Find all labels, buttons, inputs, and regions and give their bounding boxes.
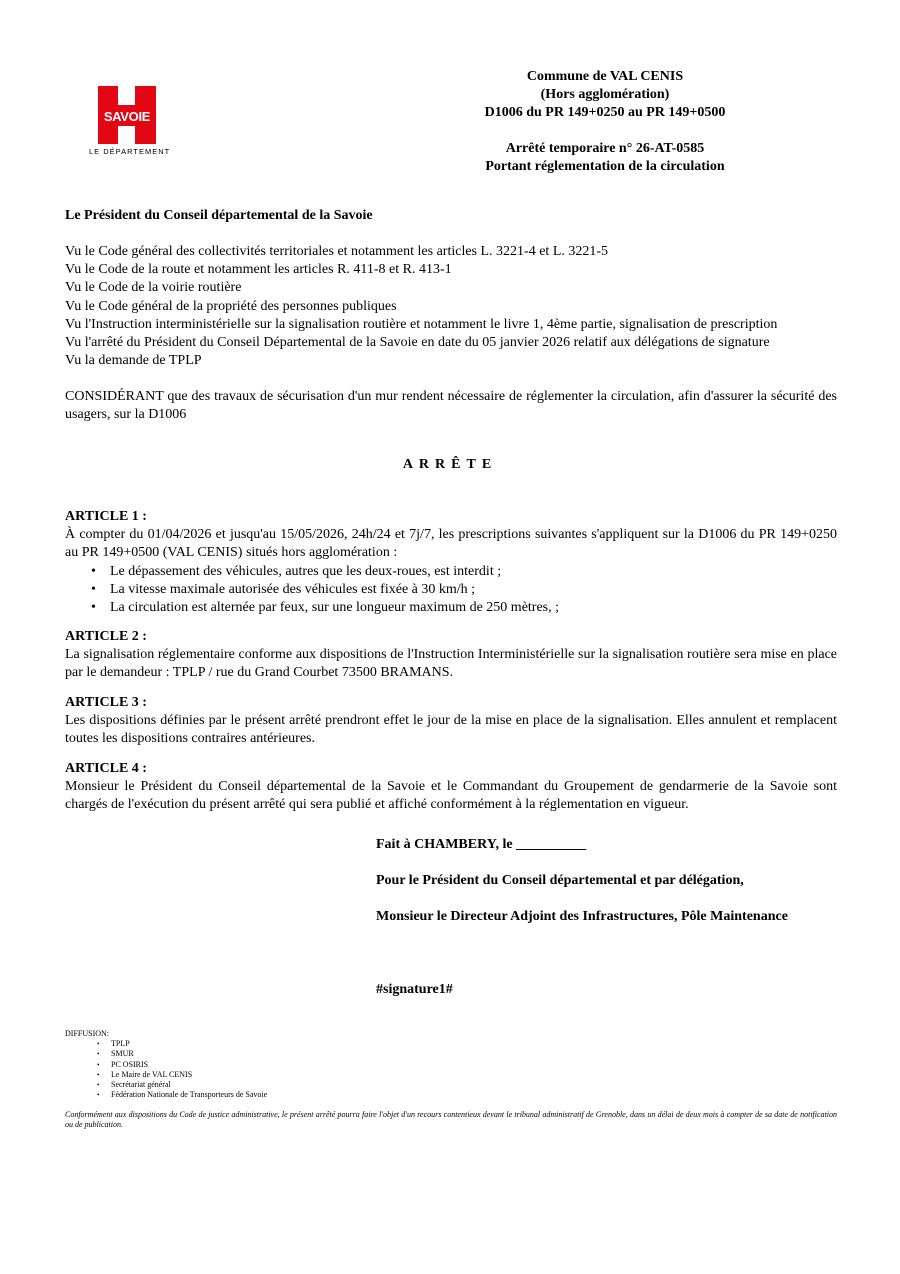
diffusion-list — [65, 1029, 267, 1100]
visa-item: Vu le Code de la route et notamment les articles R. 411-8 et R. 413-1 — [65, 262, 452, 278]
article-1-bullets — [91, 563, 837, 618]
document-header — [474, 68, 736, 176]
article-title: ARTICLE 1 : — [65, 509, 147, 524]
list-item: • La vitesse maximale autorisée des véhicules est fixée à 30 km/h ; — [91, 581, 837, 599]
list-item: • PC OSIRIS — [97, 1060, 267, 1070]
article-1 — [65, 508, 837, 617]
visa-item: Vu le Code de la voirie routière — [65, 280, 242, 296]
savoie-cross-icon — [86, 86, 156, 144]
route: D1006 du PR 149+0250 au PR 149+0500 — [484, 105, 726, 120]
list-item: • Le Maire de VAL CENIS — [97, 1070, 267, 1080]
article-4 — [65, 760, 837, 815]
arrete-number: Arrêté temporaire n° 26-AT-0585 — [505, 141, 705, 156]
visa-item: Vu le Code général de la propriété des personnes publiques — [65, 298, 397, 314]
list-item: • Secrétariat général — [97, 1080, 267, 1090]
article-text: Les dispositions définies par le présent arrêté prendront effet le jour de la mise en place de la signalisation. Elles annulent et remplacent toutes les dispositions contraires antérieures. — [65, 713, 837, 747]
signatory: Monsieur le Directeur Adjoint des Infrastructures, Pôle Maintenance — [376, 909, 788, 924]
commune: Commune de VAL CENIS — [526, 69, 684, 84]
visa-item: Vu l'Instruction interministérielle sur la signalisation routière et notamment le livre 1, 4ème partie, signalisation de prescription — [65, 316, 778, 332]
arrete-title: ARRÊTE — [402, 457, 498, 472]
legal-footer-note: Conformément aux dispositions du Code de justice administrative, le présent arrêté pourra faire l'objet d'un recours contentieux devant le tribunal administratif de Grenoble, dans un délai de deux mois à compter de sa date de notification ou de publication. — [65, 1110, 837, 1129]
list-item: • SMUR — [97, 1049, 267, 1059]
arrete-object: Portant réglementation de la circulation — [485, 159, 725, 174]
delegation: Pour le Président du Conseil départemental et par délégation, — [376, 873, 744, 888]
considerant: CONSIDÉRANT que des travaux de sécurisation d'un mur rendent nécessaire de réglementer la circulation, afin d'assurer la sécurité des usagers, sur la D1006 — [65, 389, 837, 423]
list-item: • Le dépassement des véhicules, autres que les deux-roues, est interdit ; — [91, 563, 837, 581]
visas-list — [65, 243, 837, 370]
signature-placeholder: #signature1# — [376, 982, 453, 997]
article-2 — [65, 628, 837, 683]
list-item: • TPLP — [97, 1039, 267, 1049]
visa-item: Vu l'arrêté du Président du Conseil Départemental de la Savoie en date du 05 janvier 2026 relatif aux délégations de signature — [65, 335, 770, 351]
logo-name: SAVOIE — [103, 109, 151, 124]
diffusion-label: DIFFUSION: — [65, 1029, 110, 1038]
savoie-logo — [86, 86, 172, 160]
place-date: Fait à CHAMBERY, le __________ — [376, 837, 587, 852]
president-line: Le Président du Conseil départemental de la Savoie — [65, 208, 373, 223]
visa-item: Vu le Code général des collectivités territoriales et notamment les articles L. 3221-4 et L. 3221-5 — [65, 244, 609, 259]
list-item: • La circulation est alternée par feux, sur une longueur maximum de 250 mètres, ; — [91, 599, 837, 617]
article-title: ARTICLE 2 : — [65, 629, 147, 644]
article-text: À compter du 01/04/2026 et jusqu'au 15/05/2026, 24h/24 et 7j/7, les prescriptions suivantes s'appliquent sur la D1006 du PR 149+0250 au PR 149+0500 (VAL CENIS) situés hors agglomération : — [65, 527, 837, 561]
zone: (Hors agglomération) — [540, 87, 670, 102]
article-text: La signalisation réglementaire conforme aux dispositions de l'Instruction Interministérielle sur la signalisation routière sera mise en place par le demandeur : TPLP / rue du Grand Courbet 73500 BRAMANS. — [65, 647, 837, 681]
article-3 — [65, 694, 837, 749]
article-text: Monsieur le Président du Conseil départemental de la Savoie et le Commandant du Groupement de gendarmerie de la Savoie sont chargés de l'exécution du présent arrêté qui sera publié et affiché conformément à la réglementation en vigueur. — [65, 779, 837, 813]
visa-item: Vu la demande de TPLP — [65, 353, 202, 369]
article-title: ARTICLE 4 : — [65, 761, 147, 776]
logo-subtitle: LE DÉPARTEMENT — [89, 147, 171, 156]
article-title: ARTICLE 3 : — [65, 695, 147, 710]
list-item: • Fédération Nationale de Transporteurs de Savoie — [97, 1090, 267, 1100]
